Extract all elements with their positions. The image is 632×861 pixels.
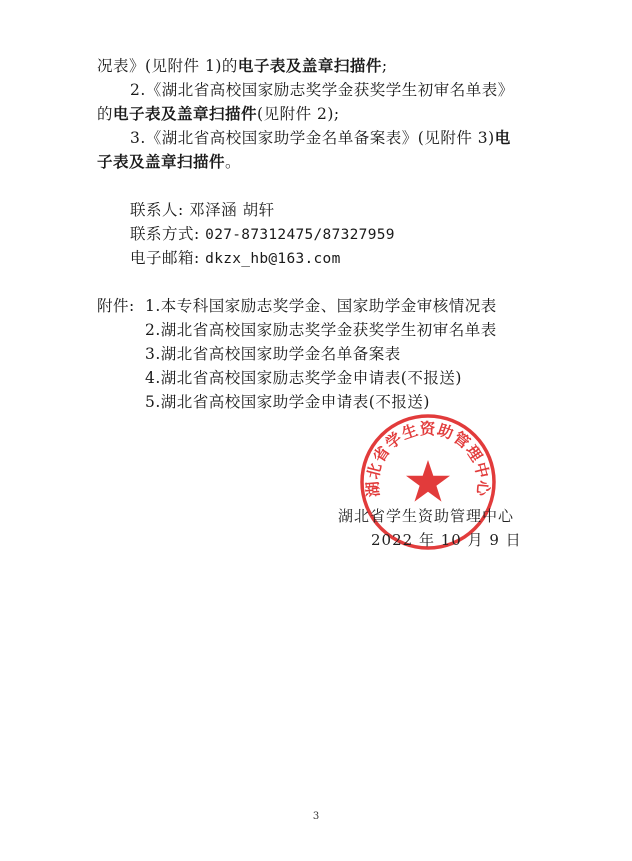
line-4-text: 3.《湖北省高校国家助学金名单备案表》(见附件 3): [130, 129, 495, 147]
attachment-item: 2.湖北省高校国家励志奖学金获奖学生初审名单表: [145, 321, 497, 339]
paragraph-line-2: [130, 79, 514, 101]
attachment-item: 4.湖北省高校国家励志奖学金申请表(不报送): [145, 369, 462, 387]
paragraph-line-1: [97, 55, 388, 77]
line-1-bold: 电子表及盖章扫描件: [237, 56, 382, 75]
page-number: 3: [312, 811, 320, 822]
contact-email-value: dkzx_hb@163.com: [205, 251, 341, 267]
seal-text-path: 湖北省学生资助管理中心: [362, 418, 494, 498]
contact-email-label: 电子邮箱:: [130, 249, 200, 267]
contact-person-value: 邓泽涵 胡轩: [189, 201, 275, 219]
attachment-item: 5.湖北省高校国家助学金申请表(不报送): [145, 393, 430, 411]
contact-person: [130, 199, 275, 221]
paragraph-line-5: [97, 151, 241, 173]
attachment-item: 1.本专科国家励志奖学金、国家助学金审核情况表: [145, 297, 497, 315]
paragraph-line-4: [130, 127, 511, 149]
contact-person-label: 联系人:: [130, 201, 184, 219]
issuer-date: 2022 年 10 月 9 日: [371, 531, 522, 549]
contact-phone-label: 联系方式:: [130, 225, 200, 243]
line-3-text: 的: [97, 105, 114, 123]
contact-email: [130, 247, 341, 270]
line-5-tail: 。: [225, 153, 242, 171]
line-2-text: 2.《湖北省高校国家励志奖学金获奖学生初审名单表》: [130, 81, 514, 99]
line-3-tail: (见附件 2);: [257, 105, 340, 123]
line-3-bold: 电子表及盖章扫描件: [113, 104, 258, 123]
contact-phone-value: 027-87312475/87327959: [205, 227, 395, 243]
contact-phone: [130, 223, 395, 246]
issuer-name: 湖北省学生资助管理中心: [338, 507, 515, 525]
line-4-bold: 电: [494, 128, 511, 147]
attachment-item: 3.湖北省高校国家助学金名单备案表: [145, 345, 401, 363]
paragraph-line-3: [97, 103, 340, 125]
seal-star-icon: [406, 460, 450, 502]
line-1-text: 况表》(见附件 1)的: [97, 57, 238, 75]
line-5-bold: 子表及盖章扫描件: [97, 152, 226, 171]
line-1-tail: ;: [381, 57, 388, 75]
attachments-label: 附件:: [97, 297, 135, 315]
